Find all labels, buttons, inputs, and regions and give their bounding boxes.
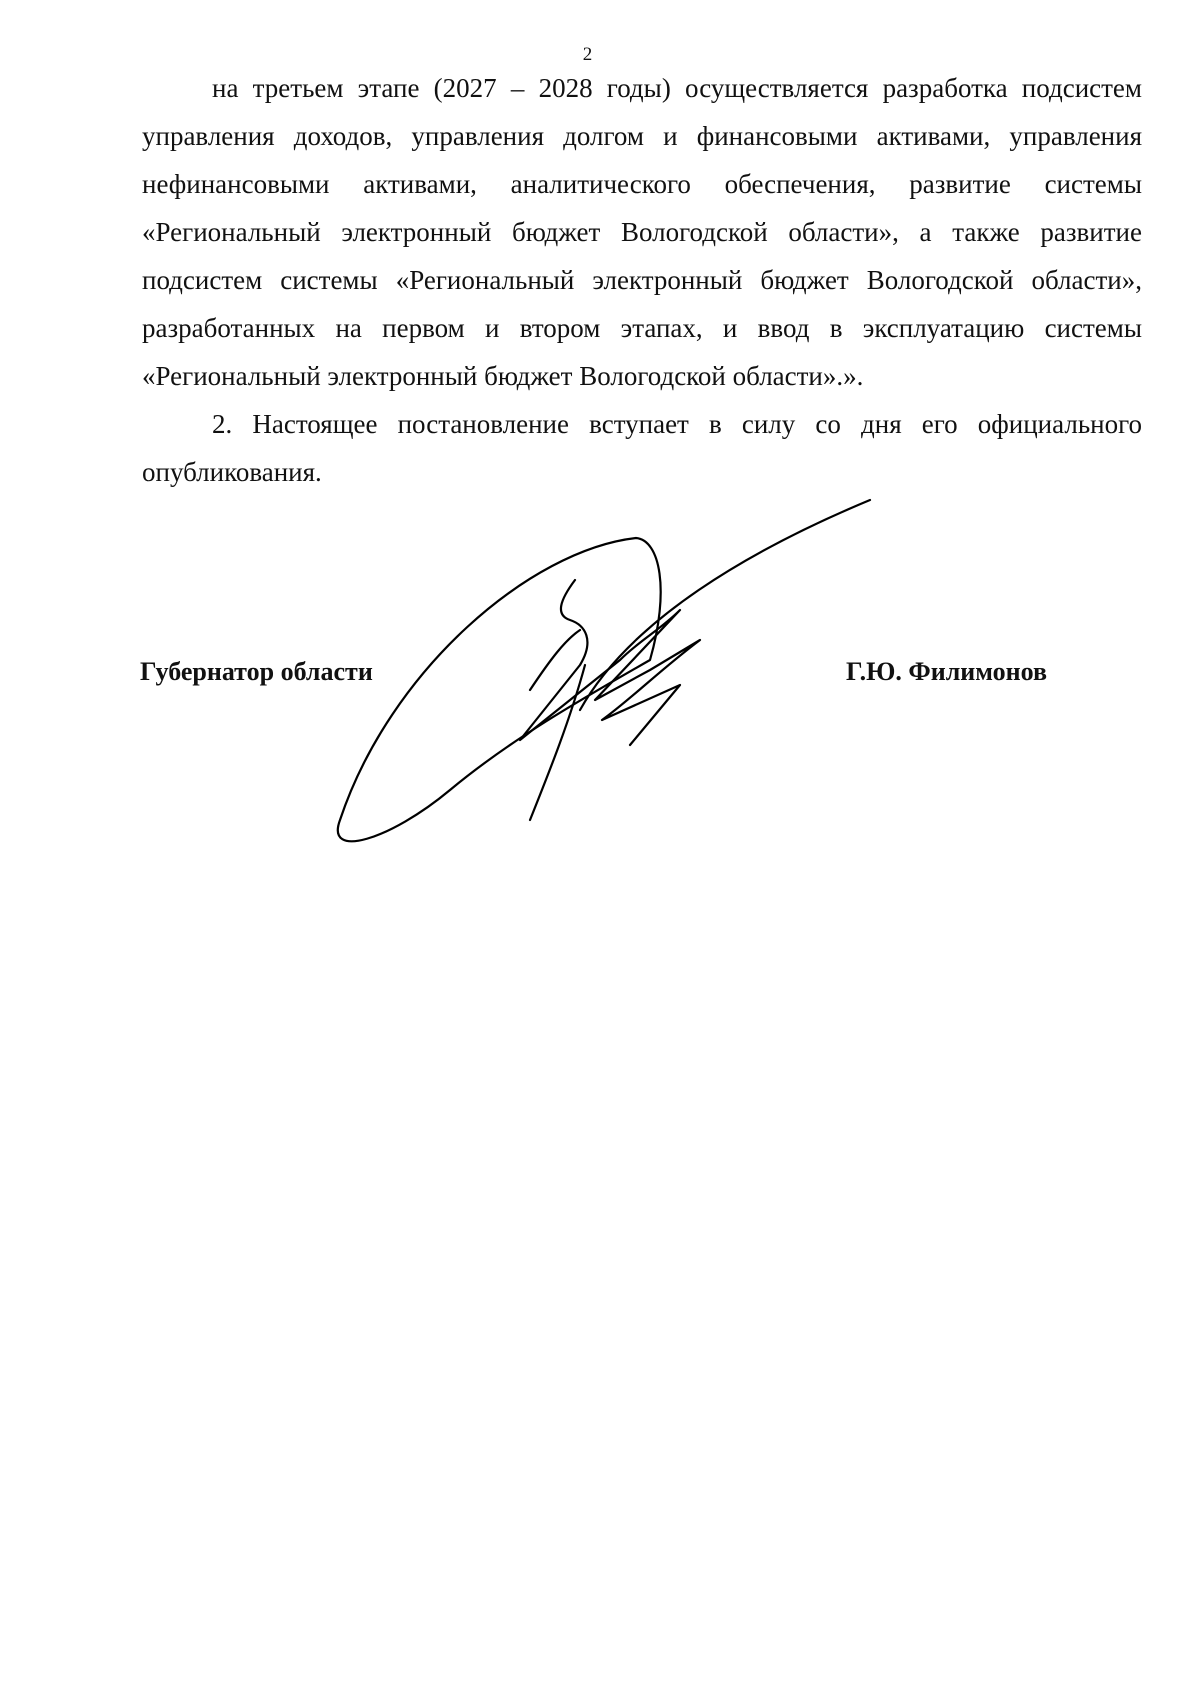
signatory-name: Г.Ю. Филимонов: [846, 657, 1048, 686]
text-line: разработанных на первом и втором этапах, и ввод в эксплуатацию системы: [142, 313, 1142, 343]
text-line: на третьем этапе (2027 – 2028 годы) осуществляется разработка подсистем: [212, 73, 1142, 103]
paragraph-2: [142, 400, 1142, 496]
handwritten-signature-icon: [330, 490, 890, 870]
document-body: [142, 64, 1142, 496]
text-line: 2. Настоящее постановление вступает в силу со дня его официального: [212, 409, 1142, 439]
text-line: «Региональный электронный бюджет Вологодской области», а также развитие: [142, 217, 1142, 247]
text-line: опубликования.: [142, 457, 322, 487]
text-line: управления доходов, управления долгом и финансовыми активами, управления: [142, 121, 1142, 151]
text-line: нефинансовыми активами, аналитического обеспечения, развитие системы: [142, 169, 1142, 199]
text-line: «Региональный электронный бюджет Вологодской области».».: [142, 361, 864, 391]
text-line: подсистем системы «Региональный электронный бюджет Вологодской области»,: [142, 265, 1142, 295]
signatory-title: Губернатор области: [140, 657, 373, 686]
paragraph-1: [142, 64, 1142, 400]
page-number: 2: [582, 44, 593, 65]
